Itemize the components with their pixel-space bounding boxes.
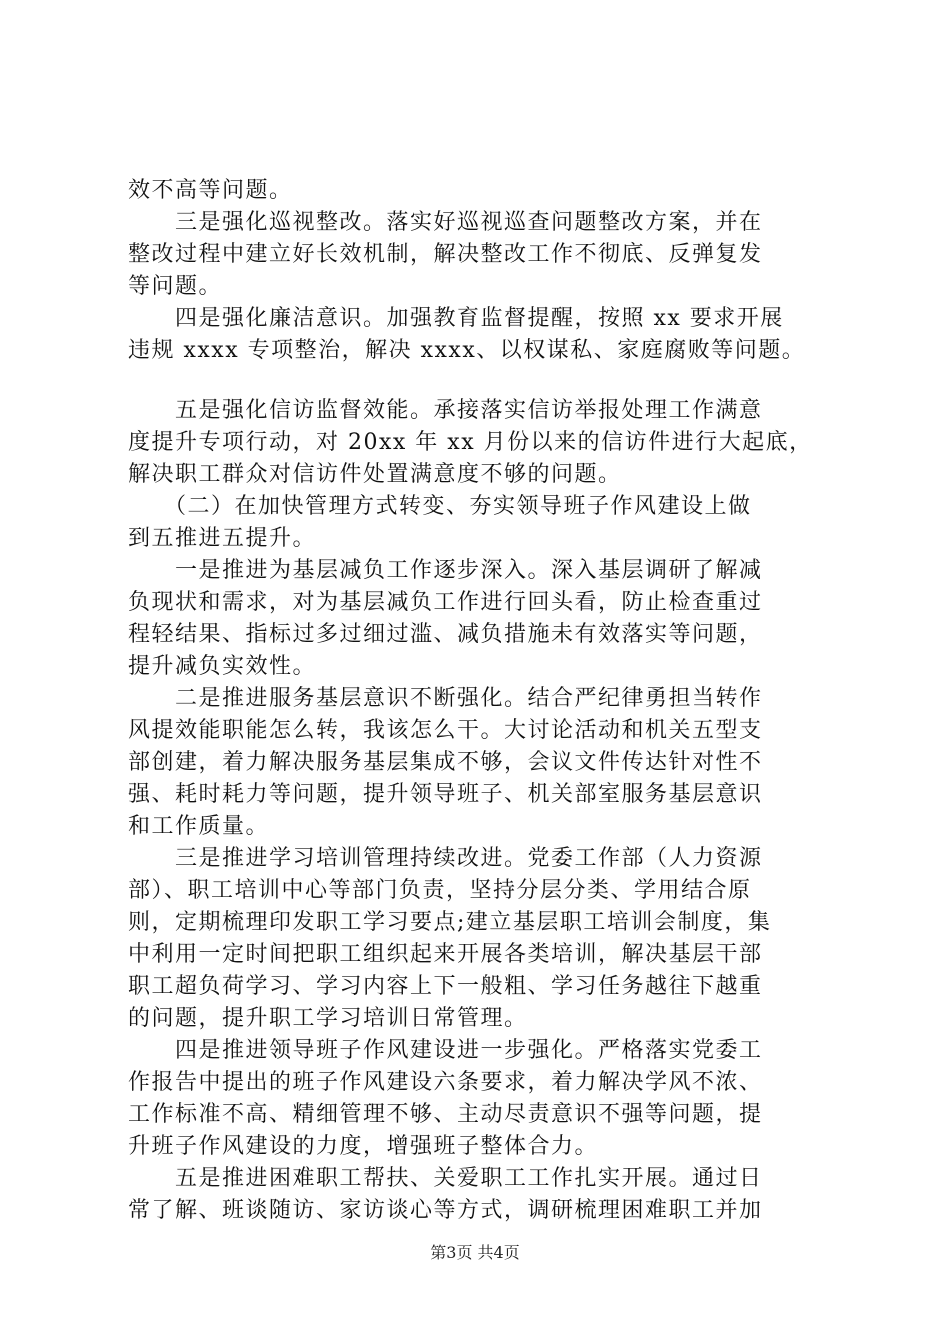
text-line: 四是强化廉洁意识。加强教育监督提醒，按照 xx 要求开展 xyxy=(128,306,784,331)
text-line: 的问题，提升职工学习培训日常管理。 xyxy=(128,1006,528,1031)
text-line: 等问题。 xyxy=(128,274,223,299)
text-line: 程轻结果、指标过多过细过滥、减负措施未有效落实等问题， xyxy=(128,622,763,647)
text-line: 三是推进学习培训管理持续改进。党委工作部（人力资源 xyxy=(128,846,763,871)
text-line: （二）在加快管理方式转变、夯实领导班子作风建设上做 xyxy=(128,494,752,519)
text-line: 职工超负荷学习、学习内容上下一般粗、学习任务越往下越重 xyxy=(128,974,763,999)
text-line: 违规 xxxx 专项整治，解决 xxxx、以权谋私、家庭腐败等问题。 xyxy=(128,338,806,363)
text-line: 部）、职工培训中心等部门负责，坚持分层分类、学用结合原 xyxy=(128,878,752,903)
text-line: 效不高等问题。 xyxy=(128,178,293,203)
text-line: 度提升专项行动，对 20xx 年 xx 月份以来的信访件进行大起底， xyxy=(128,430,813,455)
text-line: 五是推进困难职工帮扶、关爱职工工作扎实开展。通过日 xyxy=(128,1166,763,1191)
text-line: 和工作质量。 xyxy=(128,814,270,839)
text-line: 强、耗时耗力等问题，提升领导班子、机关部室服务基层意识 xyxy=(128,782,763,807)
text-line: 五是强化信访监督效能。承接落实信访举报处理工作满意 xyxy=(128,398,763,423)
text-line: 负现状和需求，对为基层减负工作进行回头看，防止检查重过 xyxy=(128,590,763,615)
text-line: 四是推进领导班子作风建设进一步强化。严格落实党委工 xyxy=(128,1038,763,1063)
text-line: 整改过程中建立好长效机制，解决整改工作不彻底、反弹复发 xyxy=(128,242,763,267)
text-line: 解决职工群众对信访件处置满意度不够的问题。 xyxy=(128,462,622,487)
text-line: 则，定期梳理印发职工学习要点;建立基层职工培训会制度，集 xyxy=(128,910,772,935)
text-line: 提升减负实效性。 xyxy=(128,654,317,679)
text-line: 到五推进五提升。 xyxy=(128,526,317,551)
text-line: 作报告中提出的班子作风建设六条要求，着力解决学风不浓、 xyxy=(128,1070,763,1095)
text-line: 一是推进为基层减负工作逐步深入。深入基层调研了解减 xyxy=(128,558,763,583)
text-line: 工作标准不高、精细管理不够、主动尽责意识不强等问题，提 xyxy=(128,1102,763,1127)
text-line: 升班子作风建设的力度，增强班子整体合力。 xyxy=(128,1134,599,1159)
text-line: 三是强化巡视整改。落实好巡视巡查问题整改方案，并在 xyxy=(128,210,763,235)
text-line: 常了解、班谈随访、家访谈心等方式，调研梳理困难职工并加 xyxy=(128,1198,763,1223)
text-line: 中利用一定时间把职工组织起来开展各类培训，解决基层干部 xyxy=(128,942,763,967)
page-indicator: 第3页 共4页 xyxy=(430,1243,520,1262)
text-line: 风提效能职能怎么转，我该怎么干。大讨论活动和机关五型支 xyxy=(128,718,763,743)
text-line: 二是推进服务基层意识不断强化。结合严纪律勇担当转作 xyxy=(128,686,763,711)
text-line: 部创建，着力解决服务基层集成不够，会议文件传达针对性不 xyxy=(128,750,763,775)
